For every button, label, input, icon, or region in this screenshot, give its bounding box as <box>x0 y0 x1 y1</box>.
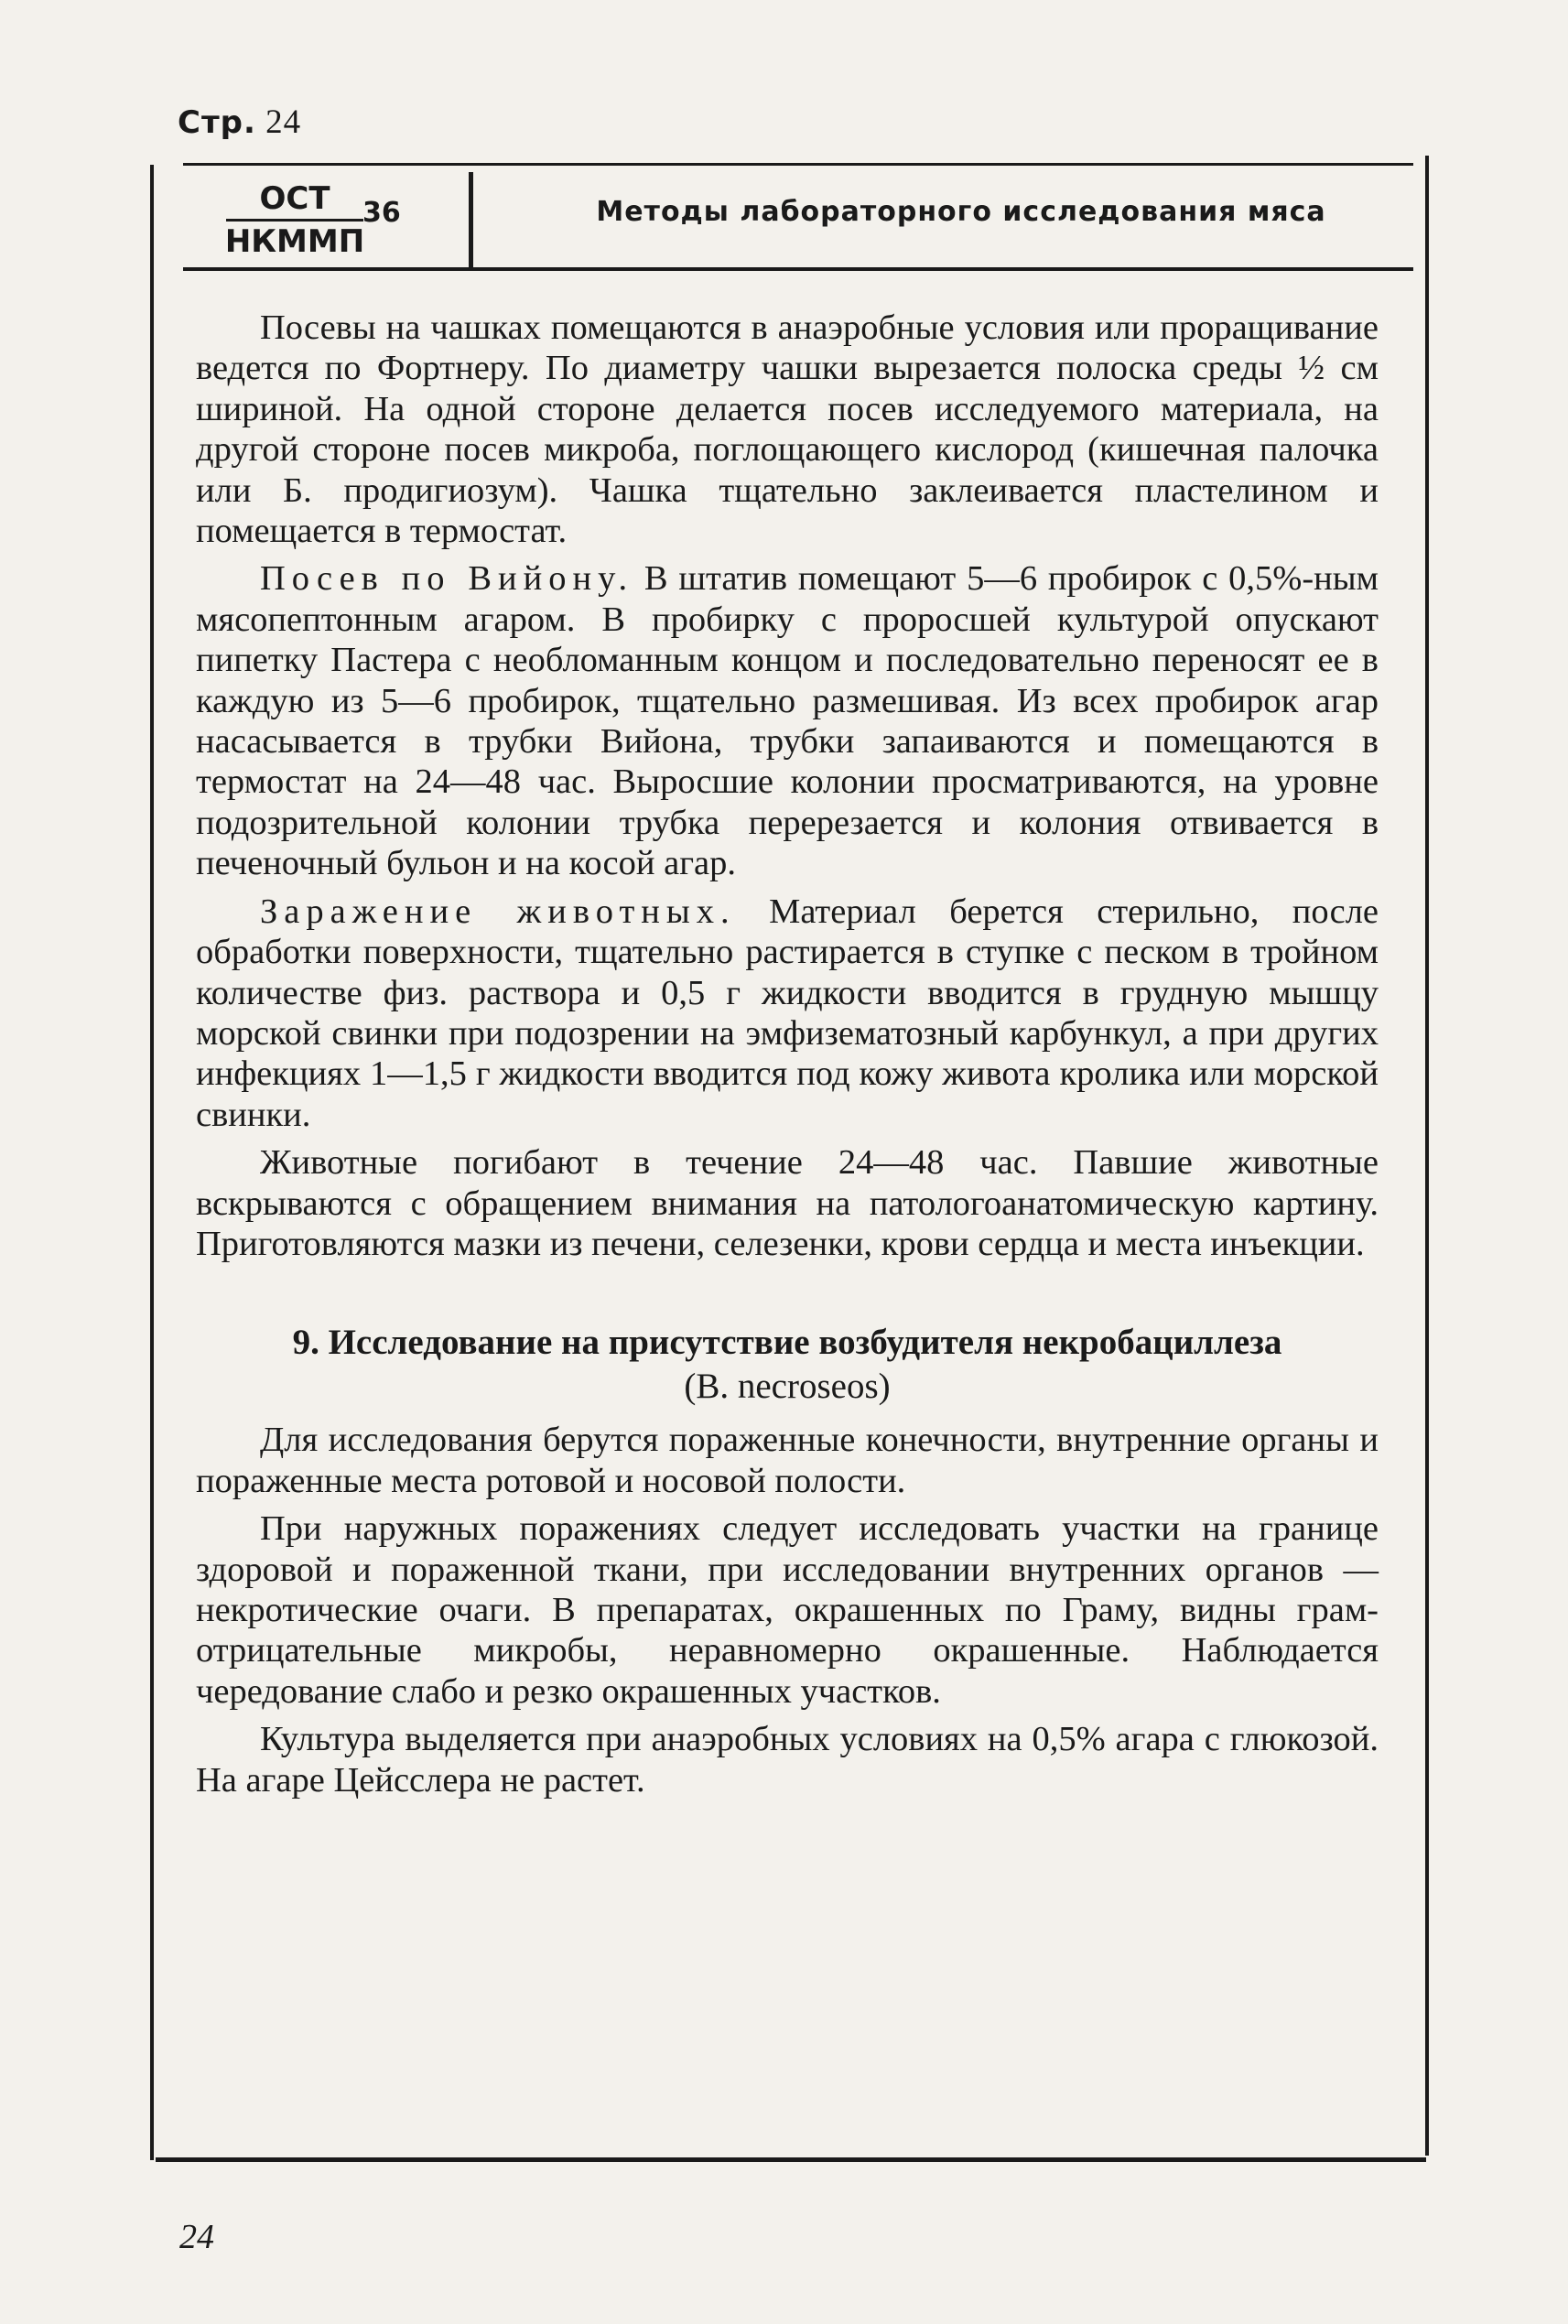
paragraph-7: Культура выделяется при анаэробных условиях на 0,5% агара с глюкозой. На агаре Цейсслера не растет. <box>196 1720 1379 1800</box>
page-label <box>178 103 301 142</box>
page-label-prefix: Стр. <box>178 104 256 141</box>
standard-top: ОСТ <box>226 178 363 222</box>
page-number: 24 <box>179 2218 214 2256</box>
paragraph-6: При наружных поражениях следует исследовать участки на границе здоровой и пораженной ткани, при исследовании внутренних органов — некротические очаги. В препаратах, окрашенных по Граму, видны грам-отрицательные микробы, неравномерно окрашенные. Наблюдается чередование слабо и резко окрашенных участков. <box>196 1509 1379 1711</box>
page-label-number: 24 <box>265 103 302 141</box>
paragraph-5: Для исследования берутся пораженные конечности, внутренние органы и пораженные места ротовой и носовой полости. <box>196 1421 1379 1500</box>
header-divider <box>469 172 473 267</box>
running-title: Методы лабораторного исследования мяса <box>596 196 1326 228</box>
paragraph-3 <box>196 892 1379 1135</box>
paragraph-3-lead: Заражение животных. <box>260 892 736 931</box>
standard-bottom: НКММП <box>224 223 365 260</box>
standard-number: 36 <box>362 197 401 229</box>
paragraph-2-text: В штатив помещают 5—6 пробирок с 0,5%-ным мясопептонным агаром. В пробирку с проросшей культурой опускают пипетку Пастера с необломанным концом и последовательно переносят ее в каждую из 5—6 пробирок, тщательно размешивая. Из всех пробирок агар насасывается в трубки Вийона, трубки запаиваются и помещаются в термостат на 24—48 час. Выросшие колонии просматриваются, на уровне подозрительной колонии трубка перерезается и колония отвивается в печеночный бульон и на косой агар. <box>196 559 1379 883</box>
frame-right-rule <box>1425 156 1429 2156</box>
paragraph-3-text: Материал берется стерильно, после обработки поверхности, тщательно растирается в ступке с песком в тройном количестве физ. раствора и 0,5 г жидкости вводится в грудную мышцу морской свинки при подозрении на эмфизематозный карбункул, а при других инфекциях 1—1,5 г жидкости вводится под кожу живота кролика или морской свинки. <box>196 892 1379 1134</box>
paragraph-1: Посевы на чашках помещаются в анаэробные условия или проращивание ведется по Фортнеру. По диаметру чашки вырезается полоска среды ½ см шириной. На одной стороне делается посев исследуемого материала, на другой стороне посев микроба, поглощающего кислород (кишечная палочка или Б. продигиозум). Чашка тщательно заклеивается пластелином и помещается в термостат. <box>196 308 1379 551</box>
header-top-rule <box>183 163 1413 166</box>
paragraph-4: Животные погибают в течение 24—48 час. Павшие животные вскрываются с обращением внимания на патологоанатомическую картину. Приготовляются мазки из печени, селезенки, крови сердца и места инъекции. <box>196 1143 1379 1263</box>
header-bottom-rule <box>183 267 1413 271</box>
section-heading-subtitle: (B. necroseos) <box>684 1367 891 1407</box>
frame-left-rule <box>150 165 154 2160</box>
page-body <box>196 308 1379 1808</box>
section-heading-title: 9. Исследование на присутствие возбудителя некробациллеза <box>292 1323 1282 1363</box>
paragraph-2 <box>196 558 1379 883</box>
section-heading <box>196 1321 1379 1409</box>
footer-rule <box>156 2157 1426 2162</box>
paragraph-2-lead: Посев по Вийону. <box>260 559 634 599</box>
